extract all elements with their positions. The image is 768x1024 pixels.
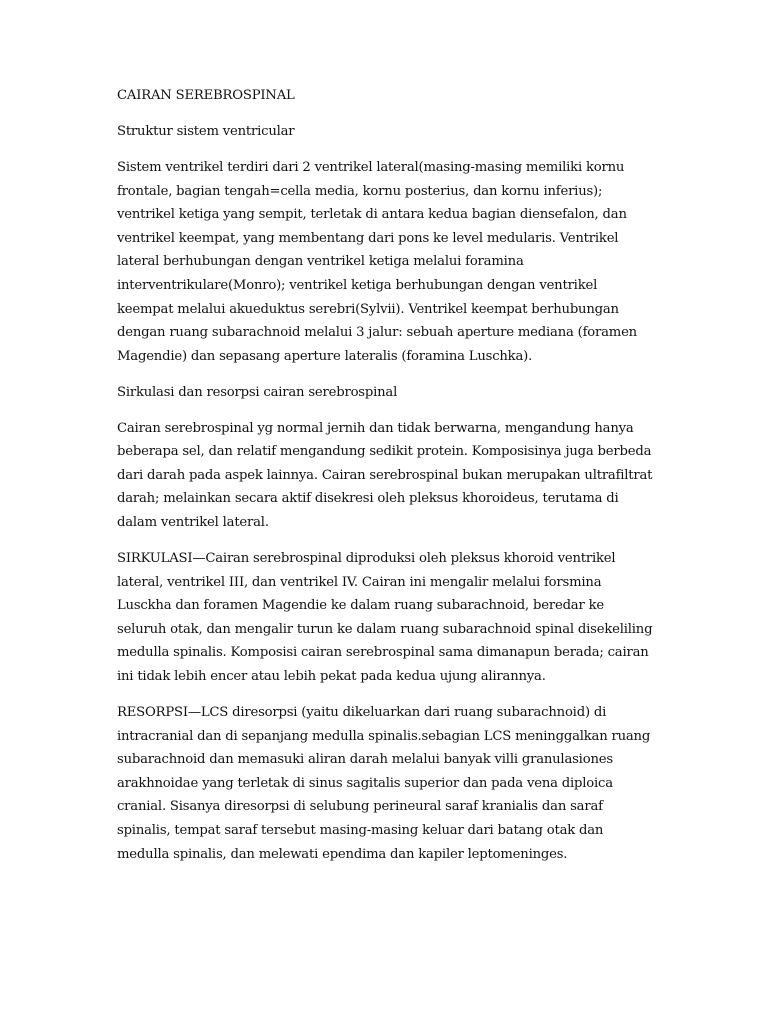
paragraph-resorpsi: RESORPSI—LCS diresorpsi (yaitu dikeluarkan dari ruang subarachnoid) di intracranial dan di sepanjang medulla spinalis.sebagian LCS meninggalkan ruang subarachnoid dan memasuki aliran darah melalui banyak villi granulasiones arakhnoidae yang terletak di sinus sagitalis superior dan pada vena diploica cranial. Sisanya diresorpsi di selubung perineural saraf kranialis dan saraf spinalis, tempat saraf tersebut masing-masing keluar dari batang otak dan medulla spinalis, dan melewati ependima dan kapiler leptomeninges. <box>117 705 651 862</box>
section-heading-struktur: Struktur sistem ventricular <box>117 123 295 139</box>
section-heading-sirkulasi-resorpsi: Sirkulasi dan resorpsi cairan serebrospinal <box>117 384 398 400</box>
paragraph-sirkulasi: SIRKULASI—Cairan serebrospinal diproduksi oleh pleksus khoroid ventrikel lateral, ventrikel III, dan ventrikel IV. Cairan ini mengalir melalui forsmina Lusckha dan foramen Magendie ke dalam ruang subarachnoid, beredar ke seluruh otak, dan mengalir turun ke dalam ruang subarachnoid spinal disekeliling medulla spinalis. Komposisi cairan serebrospinal sama dimanapun berada; cairan ini tidak lebih encer atau lebih pekat pada kedua ujung alirannya. <box>117 551 653 685</box>
paragraph-cairan: Cairan serebrospinal yg normal jernih dan tidak berwarna, mengandung hanya beberapa sel, dan relatif mengandung sedikit protein. Komposisinya juga berbeda dari darah pada aspek lainnya. Cairan serebrospinal bukan merupakan ultrafiltrat darah; melainkan secara aktif disekresi oleh pleksus khoroideus, terutama di dalam ventrikel lateral. <box>117 420 653 531</box>
document-page <box>117 84 657 879</box>
document-title: CAIRAN SEREBROSPINAL <box>117 88 295 103</box>
paragraph-struktur: Sistem ventrikel terdiri dari 2 ventrikel lateral(masing-masing memiliki kornu frontale, bagian tengah=cella media, kornu posterius, dan kornu inferius); ventrikel ketiga yang sempit, terletak di antara kedua bagian diensefalon, dan ventrikel keempat, yang membentang dari pons ke level medularis. Ventrikel lateral berhubungan dengan ventrikel ketiga melalui foramina interventrikulare(Monro); ventrikel ketiga berhubungan dengan ventrikel keempat melalui akueduktus serebri(Sylvii). Ventrikel keempat berhubungan dengan ruang subarachnoid melalui 3 jalur: sebuah aperture mediana (foramen Magendie) dan sepasang aperture lateralis (foramina Luschka). <box>117 159 637 364</box>
